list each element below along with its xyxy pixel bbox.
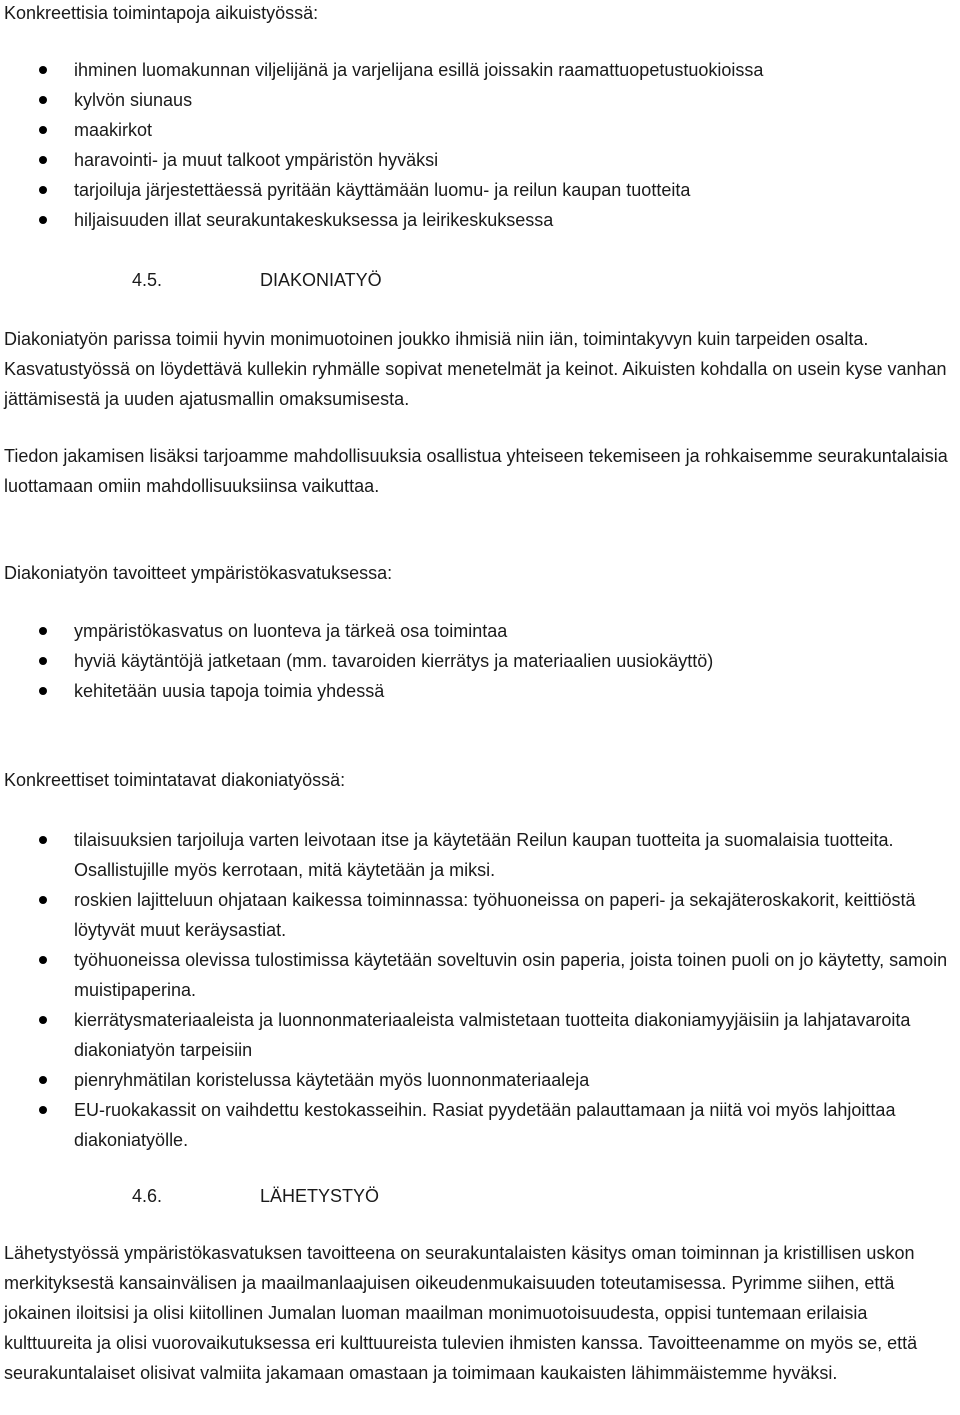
list-item: pienryhmätilan koristelussa käytetään myös luonnonmateriaaleja: [0, 1065, 955, 1095]
list-item: ihminen luomakunnan viljelijänä ja varjelijana esillä joissakin raamattuopetustuokioissa: [0, 55, 955, 85]
heading-diakonia-practices: Konkreettiset toimintatavat diakoniatyössä:: [4, 770, 346, 790]
list-item: tilaisuuksien tarjoiluja varten leivotaan itse ja käytetään Reilun kaupan tuotteita ja suomalaisia tuotteita. Osallistujille myös kerrotaan, mitä käytetään ja miksi.: [0, 825, 955, 885]
paragraph-diakonia-sharing: Tiedon jakamisen lisäksi tarjoamme mahdollisuuksia osallistua yhteiseen tekemiseen ja rohkaisemme seurakuntalaisia luottamaan omiin mahdollisuuksiinsa vaikuttaa.: [4, 446, 948, 496]
list-diakonia-practices: [0, 825, 955, 1155]
list-item: työhuoneissa olevissa tulostimissa käytetään soveltuvin osin paperia, joista toinen puoli on jo käytetty, samoin muistipaperina.: [0, 945, 955, 1005]
list-item: kierrätysmateriaaleista ja luonnonmateriaaleista valmistetaan tuotteita diakoniamyyjäisiin ja lahjatavaroita diakoniatyön tarpeisiin: [0, 1005, 955, 1065]
heading-adult-work: Konkreettisia toimintapoja aikuistyössä:: [4, 3, 319, 23]
paragraph-lahetys: Lähetystyössä ympäristökasvatuksen tavoitteena on seurakuntalaisten käsitys oman toiminnan ja kristillisen uskon merkityksestä kansainvälisen ja maailmanlaajuisen oikeudenmukaisuuden toteutamisessa. Pyrimme siihen, että jokainen iloitsisi ja olisi kiitollinen Jumalan luoman maailman monimuotoisuudesta, oppisi tuntemaan erilaisia kulttuureita ja olisi vuorovaikutuksessa eri kulttuureista tulevien ihmisten kanssa. Tavoitteenamme on myös se, että seurakuntalaiset olisivat valmiita jakamaan omastaan ja toimimaan kaukaisten lähimmäistemme hyväksi.: [4, 1243, 918, 1383]
paragraph-diakonia-intro: Diakoniatyön parissa toimii hyvin monimuotoinen joukko ihmisiä niin iän, toimintakyvyn kuin tarpeiden osalta. Kasvatustyössä on löydettävä kullekin ryhmälle sopivat menetelmät ja keinot. Aikuisten kohdalla on usein kyse vanhan jättämisestä ja uuden ajatusmallin omaksumisesta.: [4, 329, 947, 409]
section-number: 4.6.: [132, 1186, 163, 1206]
list-item: EU-ruokakassit on vaihdettu kestokasseihin. Rasiat pyydetään palauttamaan ja niitä voi myös lahjoittaa diakoniatyölle.: [0, 1095, 955, 1155]
list-item: roskien lajitteluun ohjataan kaikessa toiminnassa: työhuoneissa on paperi- ja sekajäteroskakorit, keittiöstä löytyvät muut keräysastiat.: [0, 885, 955, 945]
list-item: tarjoiluja järjestettäessä pyritään käyttämään luomu- ja reilun kaupan tuotteita: [0, 175, 955, 205]
list-diakonia-goals: [0, 616, 955, 706]
heading-diakonia-goals: Diakoniatyön tavoitteet ympäristökasvatuksessa:: [4, 563, 393, 583]
section-name: DIAKONIATYÖ: [260, 270, 382, 290]
list-item: haravointi- ja muut talkoot ympäristön hyväksi: [0, 145, 955, 175]
list-item: hiljaisuuden illat seurakuntakeskuksessa ja leirikeskuksessa: [0, 205, 955, 235]
list-item: maakirkot: [0, 115, 955, 145]
list-item: hyviä käytäntöjä jatketaan (mm. tavaroiden kierrätys ja materiaalien uusiokäyttö): [0, 646, 955, 676]
section-number: 4.5.: [132, 270, 163, 290]
section-title-diakonia: [132, 265, 382, 295]
list-item: kehitetään uusia tapoja toimia yhdessä: [0, 676, 955, 706]
list-item: kylvön siunaus: [0, 85, 955, 115]
section-name: LÄHETYSTYÖ: [260, 1186, 380, 1206]
list-adult-practices: [0, 55, 955, 235]
section-title-lahetys: [132, 1181, 379, 1211]
list-item: ympäristökasvatus on luonteva ja tärkeä osa toimintaa: [0, 616, 955, 646]
